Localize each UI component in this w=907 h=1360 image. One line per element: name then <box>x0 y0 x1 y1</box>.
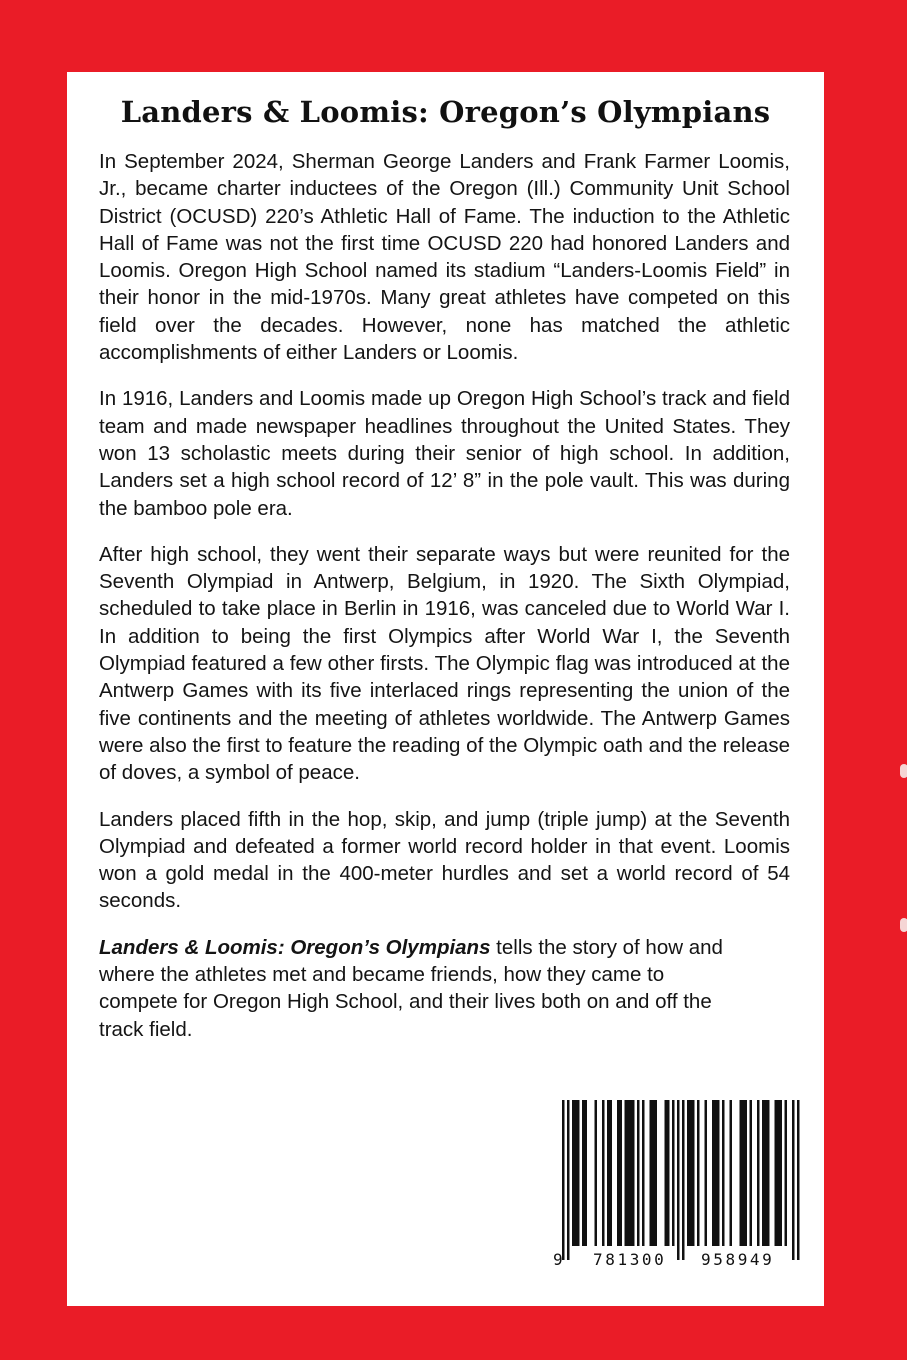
barcode-digit-first: 9 <box>553 1250 566 1269</box>
barcode-bar <box>767 1100 770 1246</box>
book-title-reference: Landers & Loomis: Oregon’s Olympians <box>99 935 491 959</box>
barcode-bar <box>797 1100 800 1260</box>
barcode-bar <box>610 1100 613 1246</box>
barcode-bars <box>553 1100 803 1274</box>
barcode-digits-group-1: 781300 <box>593 1250 667 1269</box>
closing-line-3: compete for Oregon High School, and their lives both on and off the <box>99 990 712 1014</box>
barcode-bar <box>690 1100 693 1246</box>
barcode-bar <box>562 1100 565 1260</box>
barcode-bar <box>595 1100 598 1246</box>
paragraph-1: In September 2024, Sherman George Landers and Frank Farmer Loomis, Jr., became charter inductees of the Oregon (Ill.) Community Unit School District (OCUSD) 220’s Athletic Hall of Fame. The induction to the Athletic Hall of Fame was not the first time OCUSD 220 had honored Landers and Loomis. Oregon High School named its stadium “Landers-Loomis Field” in their honor in the mid-1970s. Many great athletes have competed on this field over the decades. However, none has matched the athletic accomplishments of either Landers or Loomis. <box>99 150 790 365</box>
barcode-bar <box>607 1100 610 1246</box>
barcode-bar <box>585 1100 588 1246</box>
barcode-bar <box>575 1100 578 1246</box>
paragraph-2: In 1916, Landers and Loomis made up Oregon High School’s track and field team and made newspaper headlines throughout the United States. They won 13 scholastic meets during their senior of high school. In addition, Landers set a high school record of 12’ 8” in the pole vault. This was during the bamboo pole era. <box>99 387 790 520</box>
barcode-bar <box>617 1100 620 1246</box>
blurb-text <box>99 148 790 1062</box>
barcode-bar <box>687 1100 690 1246</box>
barcode-bar <box>567 1100 570 1260</box>
barcode-bar <box>762 1100 765 1246</box>
barcode-bar <box>582 1100 585 1246</box>
paragraph-3: After high school, they went their separate ways but were reunited for the Seventh Olympiad in Antwerp, Belgium, in 1920. The Sixth Olympiad, scheduled to take place in Berlin in 1916, was canceled due to World War I. In addition to being the first Olympics after World War I, the Seventh Olympiad featured a few other firsts. The Olympic flag was introduced at the Antwerp Games with its five interlaced rings representing the union of the five continents and the meeting of athletes worldwide. The Antwerp Games were also the first to feature the reading of the Olympic oath and the release of doves, a symbol of peace. <box>99 542 790 785</box>
barcode-bar <box>677 1100 680 1260</box>
barcode-bar <box>717 1100 720 1246</box>
closing-line-2: where the athletes met and became friends, how they came to <box>99 963 665 987</box>
edge-mark <box>900 918 907 932</box>
barcode-bar <box>722 1100 725 1246</box>
closing-line-4: track field. <box>99 1017 193 1041</box>
barcode-bar <box>692 1100 695 1246</box>
barcode-bar <box>697 1100 700 1246</box>
barcode-bar <box>667 1100 670 1246</box>
barcode-bar <box>632 1100 635 1246</box>
barcode-bar <box>572 1100 575 1246</box>
barcode-digits-group-2: 958949 <box>701 1250 775 1269</box>
barcode-bar <box>620 1100 623 1246</box>
barcode-bar <box>682 1100 685 1260</box>
barcode-bar <box>637 1100 640 1246</box>
barcode-bar <box>792 1100 795 1260</box>
paragraph-4: Landers placed fifth in the hop, skip, and jump (triple jump) at the Seventh Olympiad and defeated a former world record holder in that event. Loomis won a gold medal in the 400-meter hurdles and set a world record of 54 seconds. <box>99 807 790 913</box>
barcode-bar <box>650 1100 653 1246</box>
barcode-bar <box>642 1100 645 1246</box>
barcode-bar <box>740 1100 743 1246</box>
barcode-bar <box>625 1100 628 1246</box>
barcode-bar <box>750 1100 753 1246</box>
barcode-bar <box>775 1100 778 1246</box>
barcode-bar <box>780 1100 783 1246</box>
barcode-bar <box>655 1100 658 1246</box>
book-title: Landers & Loomis: Oregon’s Olympians <box>120 95 771 129</box>
barcode-bar <box>672 1100 675 1246</box>
barcode-bar <box>715 1100 718 1246</box>
barcode-bar <box>630 1100 633 1246</box>
barcode-bar <box>705 1100 708 1246</box>
barcode-bar <box>742 1100 745 1246</box>
barcode-bar <box>757 1100 760 1246</box>
closing-line-1: tells the story of how and <box>490 935 723 959</box>
barcode-bar <box>765 1100 768 1246</box>
barcode-bar <box>665 1100 668 1246</box>
barcode-bar <box>785 1100 788 1246</box>
barcode-bar <box>627 1100 630 1246</box>
back-cover-panel <box>67 72 824 1306</box>
barcode-bar <box>577 1100 580 1246</box>
barcode-bar <box>730 1100 733 1246</box>
isbn-barcode <box>553 1100 803 1274</box>
barcode-bar <box>602 1100 605 1246</box>
barcode-bar <box>745 1100 748 1246</box>
paragraph-closing <box>99 934 790 1043</box>
barcode-bar <box>652 1100 655 1246</box>
barcode-bar <box>712 1100 715 1246</box>
barcode-bar <box>777 1100 780 1246</box>
edge-mark <box>900 764 907 778</box>
